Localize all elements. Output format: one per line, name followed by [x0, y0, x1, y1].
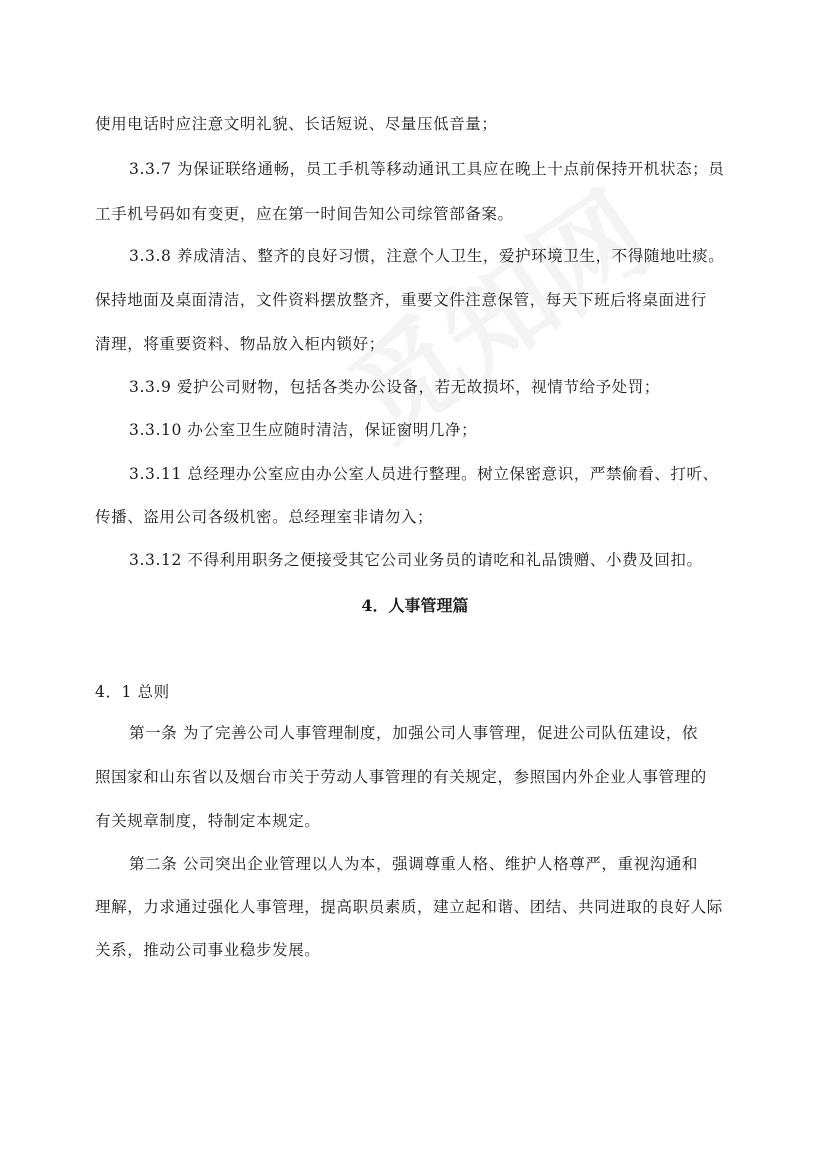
paragraph-line: 有关规章制度，特制定本规定。 [95, 812, 321, 830]
paragraph-line: 第二条 公司突出企业管理以人为本，强调尊重人格、维护人格尊严，重视沟通和 [129, 855, 699, 873]
paragraph-line: 保持地面及桌面清洁，文件资料摆放整齐，重要文件注意保管，每天下班后将桌面进行 [95, 291, 707, 309]
paragraph-line: 使用电话时应注意文明礼貌、长话短说、尽量压低音量； [95, 115, 498, 133]
paragraph-line: 照国家和山东省以及烟台市关于劳动人事管理的有关规定，参照国内外企业人事管理的 [95, 768, 707, 786]
paragraph-line: 传播、盗用公司各级机密。总经理室非请勿入； [95, 508, 434, 526]
paragraph-line: 理解，力求通过强化人事管理，提高职员素质，建立起和谐、团结、共同进取的良好人际 [95, 898, 723, 916]
section-heading: 4．人事管理篇 [361, 596, 469, 615]
paragraph-line: 第一条 为了完善公司人事管理制度，加强公司人事管理，促进公司队伍建设，依 [129, 724, 699, 742]
paragraph-line: 3.3.10 办公室卫生应随时清洁，保证窗明几净； [129, 421, 478, 439]
paragraph-line: 工手机号码如有变更，应在第一时间告知公司综管部备案。 [95, 205, 514, 223]
paragraph-line: 3.3.12 不得利用职务之便接受其它公司业务员的请吃和礼品馈赠、小费及回扣。 [129, 551, 703, 569]
paragraph-line: 关系，推动公司事业稳步发展。 [95, 941, 321, 959]
paragraph-line: 3.3.9 爱护公司财物，包括各类办公设备，若无故损坏，视情节给予处罚； [129, 378, 660, 396]
paragraph-line: 3.3.8 养成清洁、整齐的良好习惯，注意个人卫生，爱护环境卫生，不得随地吐痰。 [129, 247, 725, 265]
subsection-title: 4．1 总则 [95, 683, 170, 701]
paragraph-line: 3.3.7 为保证联络通畅，员工手机等移动通讯工具应在晚上十点前保持开机状态；员 [129, 160, 725, 178]
paragraph-line: 3.3.11 总经理办公室应由办公室人员进行整理。树立保密意识，严禁偷看、打听、 [129, 465, 719, 483]
paragraph-line: 清理，将重要资料、物品放入柜内锁好； [95, 335, 385, 353]
